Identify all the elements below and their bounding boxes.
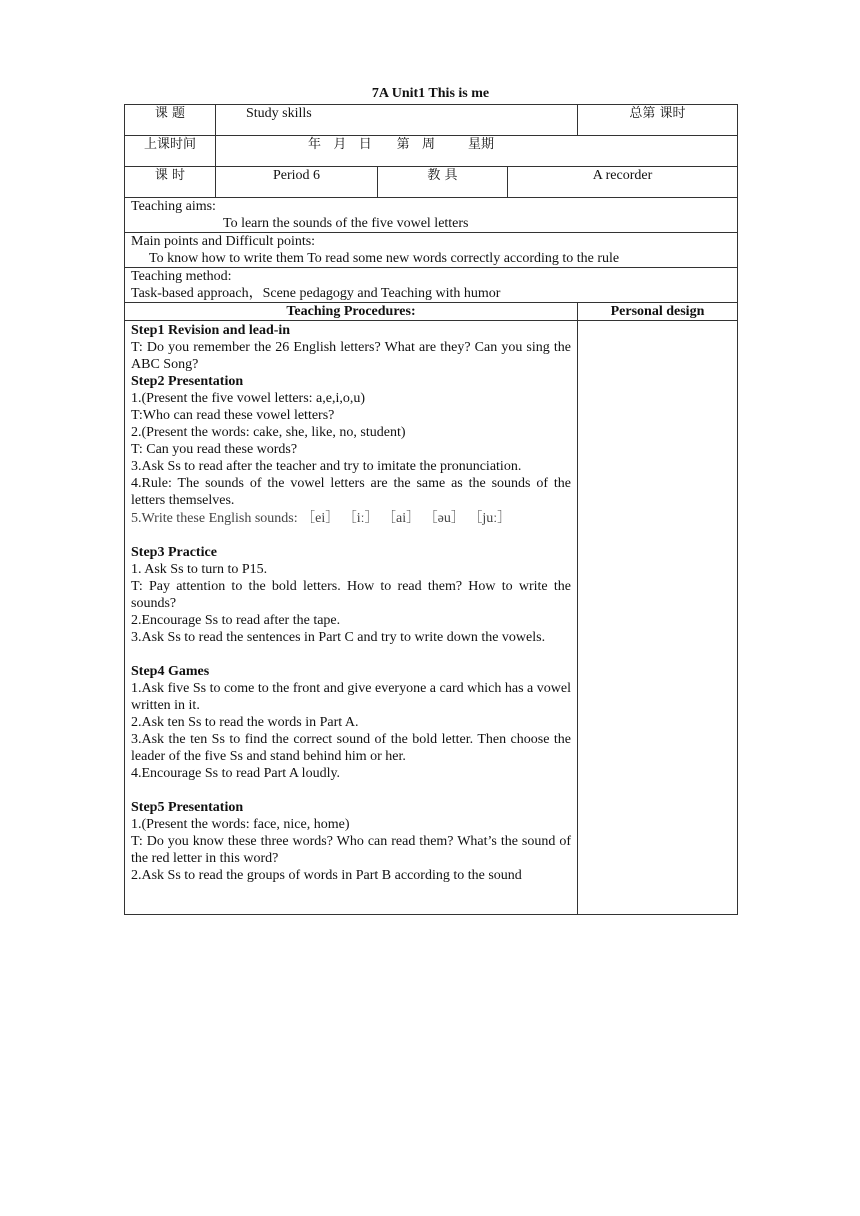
step-line: T: Do you know these three words? Who can read them? What’s the sound of the red letter in this word?	[131, 834, 571, 866]
topic-row	[125, 105, 738, 136]
time-value: 年 月 日 第 周 星期	[216, 136, 738, 167]
aims-row	[125, 198, 738, 233]
aims-text: To learn the sounds of the five vowel letters	[223, 216, 469, 231]
period-value: Period 6	[216, 167, 378, 198]
step-line: 2.(Present the words: cake, she, like, no, student)	[131, 425, 406, 440]
total-lesson-label: 总第 课时	[578, 105, 738, 136]
method-label: Teaching method:	[131, 269, 232, 284]
step-line: 2.Ask Ss to read the groups of words in Part B according to the sound	[131, 868, 522, 883]
points-row	[125, 233, 738, 268]
method-row	[125, 268, 738, 303]
step-1	[131, 322, 571, 373]
step-line-sounds: 5.Write these English sounds: ［ei］ ［iː］ ［ai］ ［əu］ ［juː］	[131, 511, 512, 526]
time-row	[125, 136, 738, 167]
step-line: 2.Encourage Ss to read after the tape.	[131, 613, 341, 628]
step-5	[131, 799, 571, 884]
period-row	[125, 167, 738, 198]
step-line: T: Pay attention to the bold letters. How to read them? How to write the sounds?	[131, 579, 571, 611]
period-label: 课 时	[125, 167, 216, 198]
step-line: T: Do you remember the 26 English letters? What are they? Can you sing the ABC Song?	[131, 340, 571, 372]
step-line: 2.Ask ten Ss to read the words in Part A.	[131, 715, 359, 730]
step-line: 1.(Present the words: face, nice, home)	[131, 817, 350, 832]
points-text: To know how to write them To read some new words correctly according to the rule	[149, 251, 620, 266]
procedures-header-row	[125, 303, 738, 321]
step-line: 3.Ask the ten Ss to find the correct sound of the bold letter. Then choose the leader of the five Ss and stand behind him or her.	[131, 732, 571, 764]
step-line: T:Who can read these vowel letters?	[131, 408, 335, 423]
step-title: Step2 Presentation	[131, 374, 244, 389]
step-line: 1. Ask Ss to turn to P15.	[131, 562, 268, 577]
procedures-body-row	[125, 321, 738, 915]
step-line: 1.Ask five Ss to come to the front and give everyone a card which has a vowel written in it.	[131, 681, 571, 713]
points-label: Main points and Difficult points:	[131, 234, 316, 249]
step-line: 4.Rule: The sounds of the vowel letters are the same as the sounds of the letters themselves.	[131, 476, 571, 508]
tools-value: A recorder	[508, 167, 738, 198]
step-line: 4.Encourage Ss to read Part A loudly.	[131, 766, 341, 781]
personal-design-header: Personal design	[578, 303, 738, 321]
aims-label: Teaching aims:	[131, 199, 216, 214]
step-line: 3.Ask Ss to read after the teacher and try to imitate the pronunciation.	[131, 459, 522, 474]
step-line: 3.Ask Ss to read the sentences in Part C and try to write down the vowels.	[131, 630, 546, 645]
page-title: 7A Unit1 This is me	[371, 86, 490, 101]
topic-label: 课 题	[125, 105, 216, 136]
procedures-header: Teaching Procedures:	[125, 303, 578, 321]
step-line: T: Can you read these words?	[131, 442, 298, 457]
method-text: Task-based approach，Scene pedagogy and Teaching with humor	[131, 286, 501, 301]
step-line: 1.(Present the five vowel letters: a,e,i,o,u)	[131, 391, 366, 406]
step-title: Step3 Practice	[131, 545, 217, 560]
step-2	[131, 373, 571, 527]
topic-value: Study skills	[216, 105, 578, 136]
step-title: Step1 Revision and lead-in	[131, 323, 291, 338]
tools-label: 教 具	[378, 167, 508, 198]
step-4	[131, 663, 571, 782]
step-title: Step4 Games	[131, 664, 210, 679]
time-label: 上课时间	[125, 136, 216, 167]
lesson-plan-table	[124, 104, 738, 915]
step-title: Step5 Presentation	[131, 800, 244, 815]
personal-design-content	[578, 321, 738, 915]
procedures-content	[125, 321, 578, 915]
step-3	[131, 544, 571, 646]
